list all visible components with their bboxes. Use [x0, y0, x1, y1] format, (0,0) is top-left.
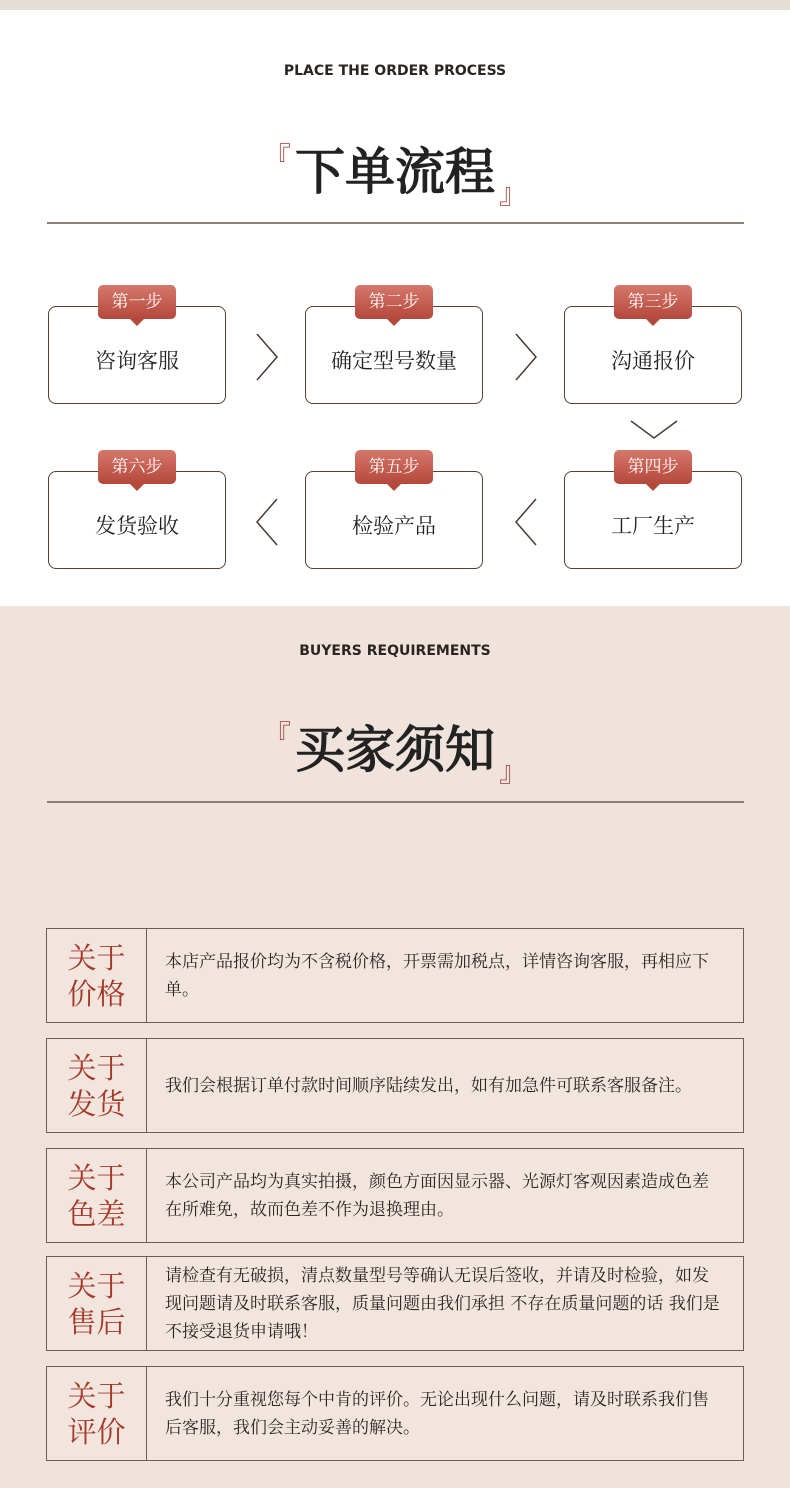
heading-line-2: 价格 [67, 976, 126, 1011]
requirement-row-shipping [46, 1038, 744, 1133]
step-card-2 [305, 292, 483, 404]
order-process-section [0, 10, 790, 606]
step-card-1 [48, 292, 226, 404]
requirement-text: 本店产品报价均为不含税价格，开票需加税点，详情咨询客服，再相应下单。 [165, 951, 709, 1000]
heading-line-2: 售后 [67, 1304, 126, 1339]
step-card-5 [305, 457, 483, 569]
heading-line-1: 关于 [67, 1050, 126, 1085]
requirement-text: 本公司产品均为真实拍摄，颜色方面因显示器、光源灯客观因素造成色差在所难免，故而色差不作为退换理由。 [165, 1171, 709, 1220]
heading-line-2: 色差 [67, 1196, 126, 1231]
process-divider [47, 222, 744, 224]
requirement-heading [47, 1039, 147, 1132]
requirements-title [0, 706, 790, 802]
step-text: 沟通报价 [611, 349, 695, 373]
bracket-open: 『 [262, 719, 291, 752]
heading-line-1: 关于 [67, 1378, 126, 1413]
requirement-heading [47, 929, 147, 1022]
step-card-6 [48, 457, 226, 569]
heading-line-1: 关于 [67, 940, 126, 975]
arrow-left-icon [253, 495, 281, 549]
process-eyebrow: PLACE THE ORDER PROCESS [283, 63, 507, 79]
step-text: 检验产品 [352, 514, 436, 538]
requirement-text: 请检查有无破损，清点数量型号等确认无误后签收，并请及时检验，如发现问题请及时联系客服，质量问题由我们承担 不存在质量问题的话 我们是不接受退货申请哦！ [165, 1265, 720, 1342]
bracket-open: 『 [262, 141, 291, 174]
arrow-right-icon [512, 330, 540, 384]
requirement-text: 我们十分重视您每个中肯的评价。无论出现什么问题，请及时联系我们售后客服，我们会主动妥善的解决。 [165, 1389, 709, 1438]
requirements-divider [47, 801, 744, 803]
heading-line-1: 关于 [67, 1160, 126, 1195]
bracket-close: 』 [499, 755, 528, 788]
requirement-text: 我们会根据订单付款时间顺序陆续发出，如有加急件可联系客服备注。 [165, 1075, 692, 1096]
step-badge: 第二步 [355, 285, 433, 319]
requirement-row-color [46, 1148, 744, 1243]
heading-line-1: 关于 [67, 1268, 126, 1303]
step-card-3 [564, 292, 742, 404]
step-card-4 [564, 457, 742, 569]
step-text: 工厂生产 [611, 514, 695, 538]
step-badge: 第六步 [98, 450, 176, 484]
step-badge: 第三步 [614, 285, 692, 319]
requirement-heading [47, 1367, 147, 1460]
requirements-eyebrow: BUYERS REQUIREMENTS [299, 643, 491, 659]
process-title-text: 下单流程 [295, 143, 495, 201]
arrow-right-icon [253, 330, 281, 384]
requirement-row-aftersales [46, 1256, 744, 1351]
step-text: 发货验收 [95, 514, 179, 538]
top-strip [0, 0, 790, 10]
step-badge: 第四步 [614, 450, 692, 484]
step-text: 确定型号数量 [331, 349, 457, 373]
requirement-row-price [46, 928, 744, 1023]
step-badge: 第一步 [98, 285, 176, 319]
step-text: 咨询客服 [95, 349, 179, 373]
requirement-heading [47, 1149, 147, 1242]
requirement-heading [47, 1257, 147, 1350]
bracket-close: 』 [499, 177, 528, 210]
arrow-down-icon [628, 418, 680, 442]
heading-line-2: 评价 [67, 1414, 126, 1449]
requirement-row-review [46, 1366, 744, 1461]
step-badge: 第五步 [355, 450, 433, 484]
buyer-requirements-section [0, 606, 790, 1488]
heading-line-2: 发货 [67, 1086, 126, 1121]
process-title [0, 128, 790, 224]
requirements-title-text: 买家须知 [295, 721, 495, 779]
arrow-left-icon [512, 495, 540, 549]
